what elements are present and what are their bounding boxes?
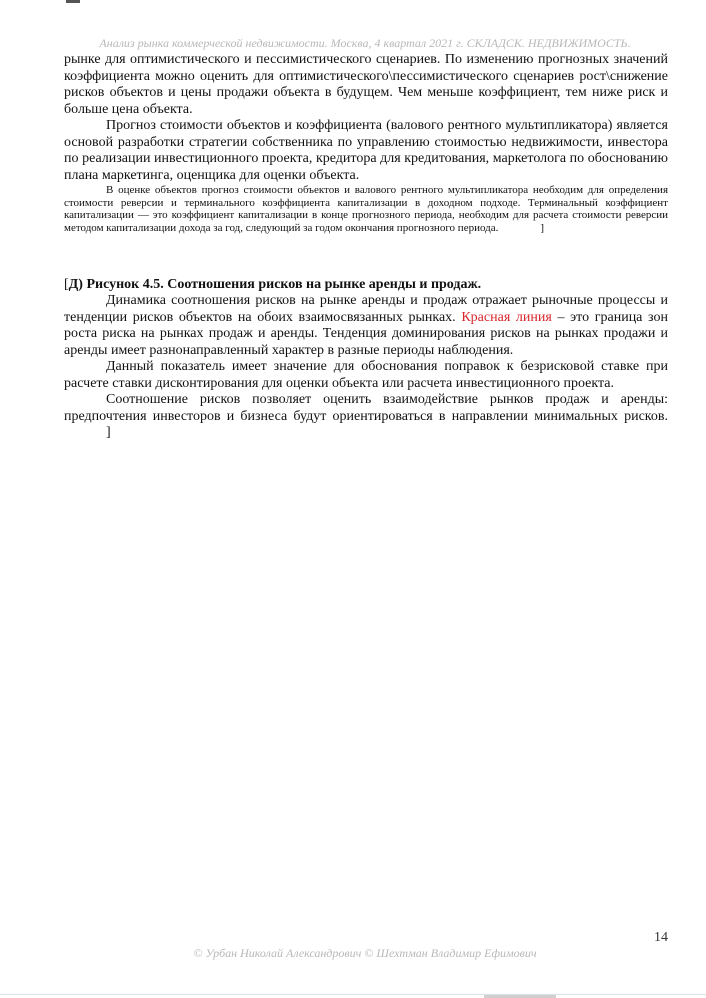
page-top-edge-mark: [66, 0, 80, 3]
bracket-mark: [: [64, 277, 69, 293]
bracket-mark: ]: [540, 221, 545, 234]
paragraph-dynamics-end: – это граница зон роста риска на рынках продаж и аренды. Тенденция доминирования рисков на рынках продажи и аренды имеет разнонаправленный характер в разные периоды наблюдения.: [64, 309, 668, 358]
paragraph-ratio-text: Соотношение рисков позволяет оценить взаимодействие рынков продаж и аренды: предпочтения инвесторов и бизнеса будут ориентироваться в направлении минимальных рисков.: [64, 392, 668, 424]
page-bottom-rule: [0, 994, 706, 995]
page-footer: © Урбан Николай Александрович © Шехтман Владимир Ефимович: [193, 946, 537, 960]
section-title-text: Д) Рисунок 4.5. Соотношения рисков на рынке аренды и продаж.: [68, 277, 482, 293]
document-body: [64, 52, 668, 442]
page-number: 14: [654, 930, 668, 945]
note-paragraph: [64, 184, 668, 234]
section-gap: [64, 234, 668, 276]
page-header: Анализ рынка коммерческой недвижимости. Москва, 4 квартал 2021 г. СКЛАДСК. НЕДВИЖИМОСТЬ.: [99, 36, 631, 50]
paragraph-ratio: [64, 392, 668, 442]
paragraph-forecast: Прогноз стоимости объектов и коэффициента (валового рентного мультипликатора) является основой разработки стратегии собственника по управлению стоимостью недвижимости, инвестора по реализации инвестиционного проекта, кредитора для кредитования, маркетолога по обоснованию плана маркетинга, оценщика для оценки объекта.: [64, 118, 668, 183]
red-line-term: Красная линия: [461, 309, 552, 325]
note-text: В оценке объектов прогноз стоимости объектов и валового рентного мультипликатора необходим для определения стоимости реверсии и терминального коэффициента капитализации в доходном подходе. Терминальный коэффициент капитализации — это коэффициент капитализации в конце прогнозного периода, необходим для расчета стоимости реверсии методом капитализации дохода за год, следующий за годом окончания прогнозного периода.: [64, 184, 668, 234]
paragraph-dynamics: [64, 293, 668, 359]
paragraph-dynamics-start: Динамика соотношения рисков на рынке аренды и продаж отражает рыночные процессы и тенденции рисков объектов на обоих взаимосвязанных рынках.: [64, 293, 668, 325]
bracket-mark: ]: [106, 425, 111, 441]
paragraph-indicator: Данный показатель имеет значение для обоснования поправок к безрисковой ставке при расчете ставки дисконтирования для оценки объекта или расчета инвестиционного проекта.: [64, 359, 668, 391]
paragraph-continuation: рынке для оптимистического и пессимистического сценариев. По изменению прогнозных значений коэффициента можно оценить для оптимистического\пессимистического сценариев рост\снижение рисков объектов и цены продажи объекта в будущем. Чем меньше коэффициент, тем ниже риск и больше цена объекта.: [64, 52, 668, 117]
section-title: [64, 276, 668, 293]
